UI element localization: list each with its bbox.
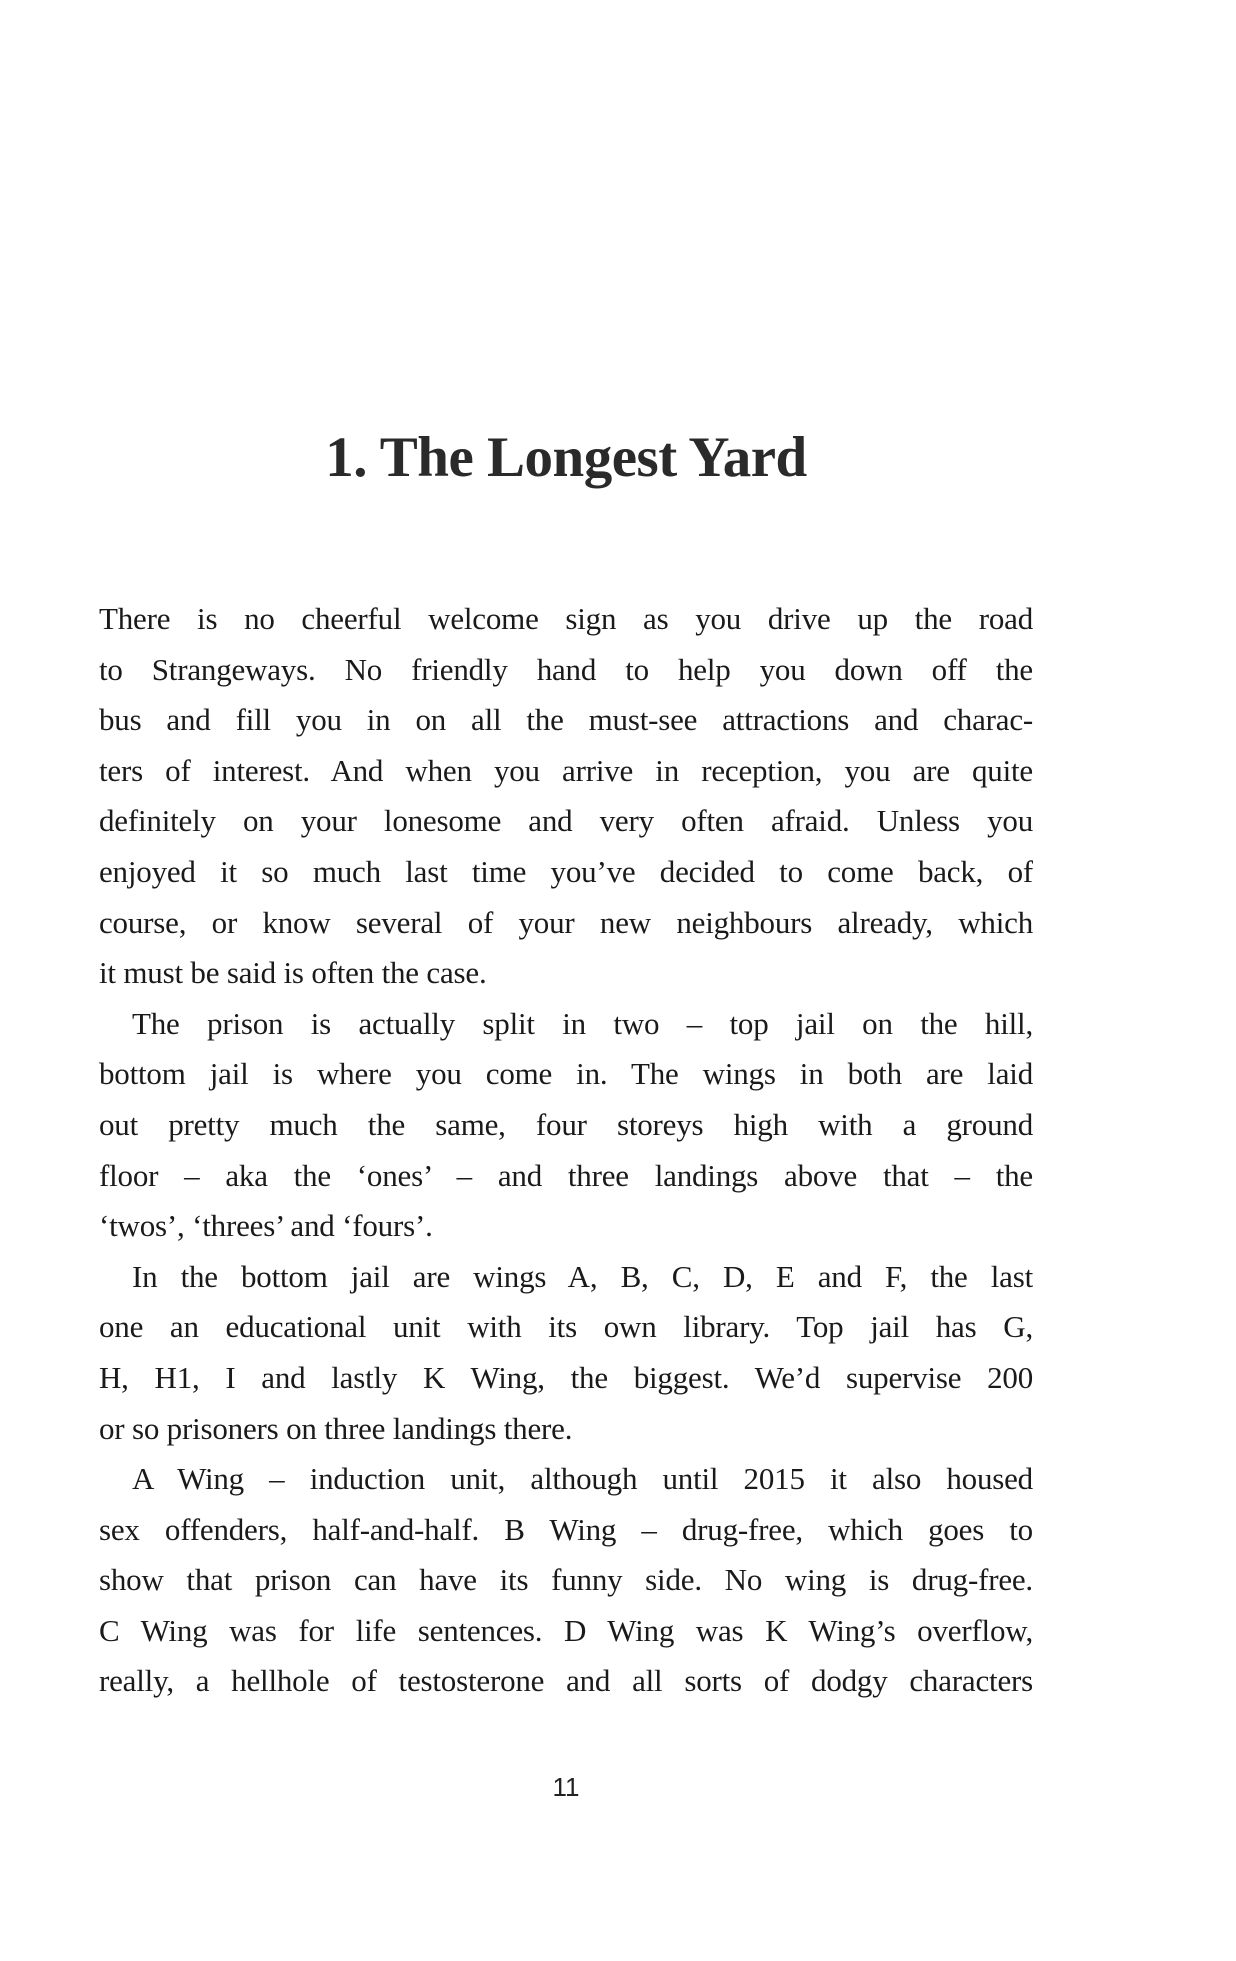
paragraph: [99, 1252, 1033, 1454]
chapter-title: 1. The Longest Yard: [325, 426, 807, 489]
text-line: definitely on your lonesome and very often afraid. Unless you: [99, 803, 1033, 839]
text-line: enjoyed it so much last time you’ve decided to come back, of: [99, 853, 1033, 889]
text-line: H, H1, I and lastly K Wing, the biggest. We’d supervise 200: [99, 1359, 1033, 1395]
text-line: bus and fill you in on all the must-see attractions and charac-: [99, 702, 1033, 738]
text-line: or so prisoners on three landings there.: [99, 1410, 573, 1446]
text-line: bottom jail is where you come in. The wings in both are laid: [99, 1056, 1033, 1092]
text-line: ‘twos’, ‘threes’ and ‘fours’.: [99, 1208, 433, 1244]
text-line: really, a hellhole of testosterone and all sorts of dodgy characters: [99, 1663, 1033, 1699]
paragraph: [99, 999, 1033, 1252]
text-line: ters of interest. And when you arrive in reception, you are quite: [99, 752, 1033, 788]
text-line: out pretty much the same, four storeys high with a ground: [99, 1106, 1033, 1142]
text-line: floor – aka the ‘ones’ – and three landings above that – the: [99, 1157, 1033, 1193]
paragraph: [99, 594, 1033, 999]
text-line: A Wing – induction unit, although until 2015 it also housed: [132, 1461, 1033, 1497]
text-line: course, or know several of your new neighbours already, which: [99, 904, 1033, 940]
page-number: 11: [552, 1772, 580, 1802]
text-line: it must be said is often the case.: [99, 955, 487, 991]
text-line: one an educational unit with its own library. Top jail has G,: [99, 1309, 1033, 1345]
text-line: In the bottom jail are wings A, B, C, D, E and F, the last: [132, 1258, 1033, 1294]
text-line: The prison is actually split in two – top jail on the hill,: [132, 1005, 1033, 1041]
text-line: show that prison can have its funny side. No wing is drug-free.: [99, 1562, 1033, 1598]
paragraph: [99, 1454, 1033, 1707]
body-text: [99, 594, 1033, 1707]
text-line: to Strangeways. No friendly hand to help you down off the: [99, 651, 1033, 687]
text-line: C Wing was for life sentences. D Wing was K Wing’s overflow,: [99, 1612, 1033, 1648]
text-line: sex offenders, half-and-half. B Wing – drug-free, which goes to: [99, 1511, 1033, 1547]
text-line: There is no cheerful welcome sign as you drive up the road: [99, 601, 1033, 636]
